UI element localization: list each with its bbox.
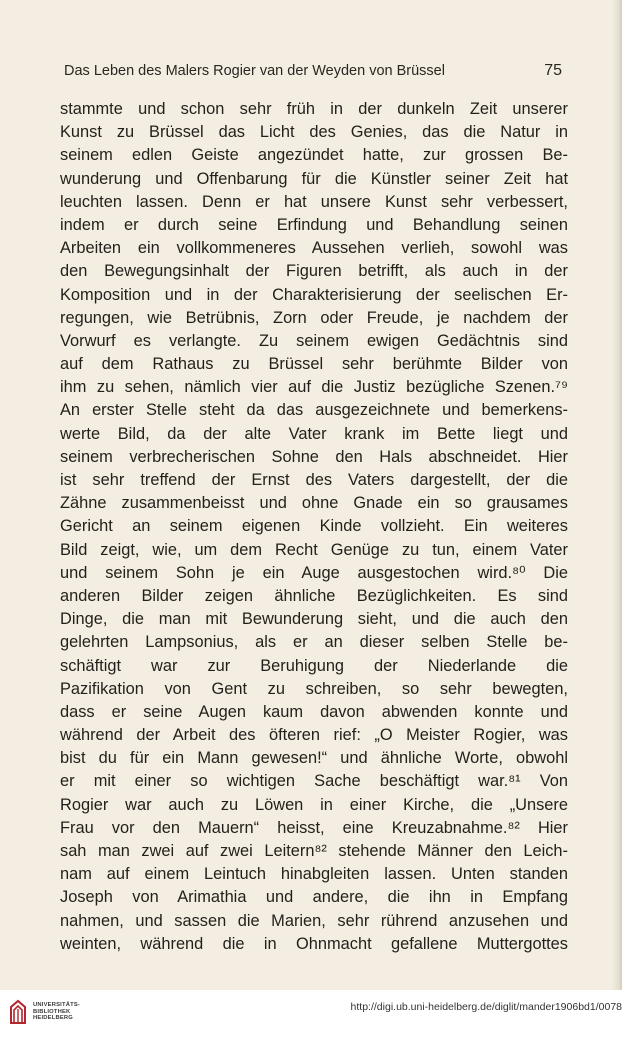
text-line: Bild zeigt, wie, um dem Recht Genüge zu tun, einem Vater xyxy=(60,540,568,559)
text-line: Dinge, die man mit Bewunderung sieht, und die auch den xyxy=(60,610,568,629)
text-line: Vorwurf es verlangte. Zu seinem ewigen Gedächtnis sind xyxy=(60,331,568,350)
text-line: nam auf einem Leintuch hinabgleiten lassen. Unten standen xyxy=(60,865,568,884)
text-line: er mit einer so wichtigen Sache beschäftigt war.⁸¹ Von xyxy=(60,772,568,791)
university-library-logo-icon xyxy=(8,999,28,1025)
text-line: regungen, wie Betrübnis, Zorn oder Freude, je nachdem der xyxy=(60,308,568,327)
text-line: schäftigt war zur Beruhigung der Niederlande die xyxy=(60,656,568,675)
page-edge-shadow xyxy=(612,0,620,990)
text-line: seinem edlen Geiste angezündet hatte, zur grossen Be- xyxy=(60,146,568,165)
text-line: An erster Stelle steht da das ausgezeichnete und bemerkens- xyxy=(60,401,568,420)
text-line: Arbeiten ein vollkommeneres Aussehen verlieh, sowohl was xyxy=(60,239,568,258)
text-line: Rogier war auch zu Löwen in einer Kirche, die „Unsere xyxy=(60,795,568,814)
text-line: bist du für ein Mann gewesen!“ und ähnliche Worte, obwohl xyxy=(60,749,568,768)
text-line: ihm zu sehen, nämlich vier auf die Justiz bezügliche Szenen.⁷⁹ xyxy=(60,378,568,397)
text-line: Joseph von Arimathia und andere, die ihn in Empfang xyxy=(60,888,568,907)
text-line: Pazifikation von Gent zu schreiben, so sehr bewegten, xyxy=(60,679,568,698)
running-header xyxy=(64,62,562,80)
text-line: nahmen, und sassen die Marien, sehr rührend anzusehen und xyxy=(60,911,568,930)
text-line: und seinem Sohn je ein Auge ausgestochen wird.⁸⁰ Die xyxy=(60,563,568,582)
text-line: anderen Bilder zeigen ähnliche Bezüglichkeiten. Es sind xyxy=(60,586,568,605)
text-line: wunderung und Offenbarung für die Künstler seiner Zeit hat xyxy=(60,169,568,188)
text-line: weinten, während die in Ohnmacht gefallene Muttergottes xyxy=(60,934,568,953)
text-line: leuchten lassen. Denn er hat unsere Kunst sehr verbessert, xyxy=(60,192,568,211)
text-line: Zähne zusammenbeisst und ohne Gnade ein so grausames xyxy=(60,494,568,513)
text-line: gelehrten Lampsonius, als er an dieser selben Stelle be- xyxy=(60,633,568,652)
text-line: dass er seine Augen kaum davon abwenden konnte und xyxy=(60,702,568,721)
text-line: Komposition und in der Charakterisierung der seelischen Er- xyxy=(60,285,568,304)
text-line: sah man zwei auf zwei Leitern⁸² stehende Männer den Leich- xyxy=(60,842,568,860)
source-url-link[interactable]: http://digi.ub.uni-heidelberg.de/diglit/mander1906bd1/0078 xyxy=(350,1001,622,1013)
text-line: während der Arbeit des öfteren rief: „O Meister Rogier, was xyxy=(60,726,568,745)
text-line: seinem verbrecherischen Sohne den Hals abschneidet. Hier xyxy=(60,447,568,466)
text-line: indem er durch seine Erfindung und Behandlung seinen xyxy=(60,215,568,234)
text-line: Kunst zu Brüssel das Licht des Genies, das die Natur in xyxy=(60,123,568,142)
running-title: Das Leben des Malers Rogier van der Weyden von Brüssel xyxy=(64,63,445,79)
text-line: auf dem Rathaus zu Brüssel sehr berühmte Bilder von xyxy=(60,355,568,374)
footer-bar xyxy=(0,990,632,1037)
library-logo[interactable] xyxy=(8,999,80,1025)
page-number: 75 xyxy=(544,62,562,79)
library-name: UNIVERSITÄTS- BIBLIOTHEK HEIDELBERG xyxy=(33,1001,81,1022)
text-line: stammte und schon sehr früh in der dunkeln Zeit unserer xyxy=(60,100,568,118)
body-text xyxy=(60,98,568,956)
text-line: den Bewegungsinhalt der Figuren betrifft, als auch in der xyxy=(60,262,568,281)
text-line: Gericht an seinem eigenen Kinde vollzieht. Ein weiteres xyxy=(60,517,568,536)
text-line: Frau vor den Mauern“ heisst, eine Kreuzabnahme.⁸² Hier xyxy=(60,818,568,837)
text-line: ist sehr treffend der Ernst des Vaters dargestellt, der die xyxy=(60,471,568,489)
text-line: werte Bild, da der alte Vater krank im Bette liegt und xyxy=(60,424,568,443)
